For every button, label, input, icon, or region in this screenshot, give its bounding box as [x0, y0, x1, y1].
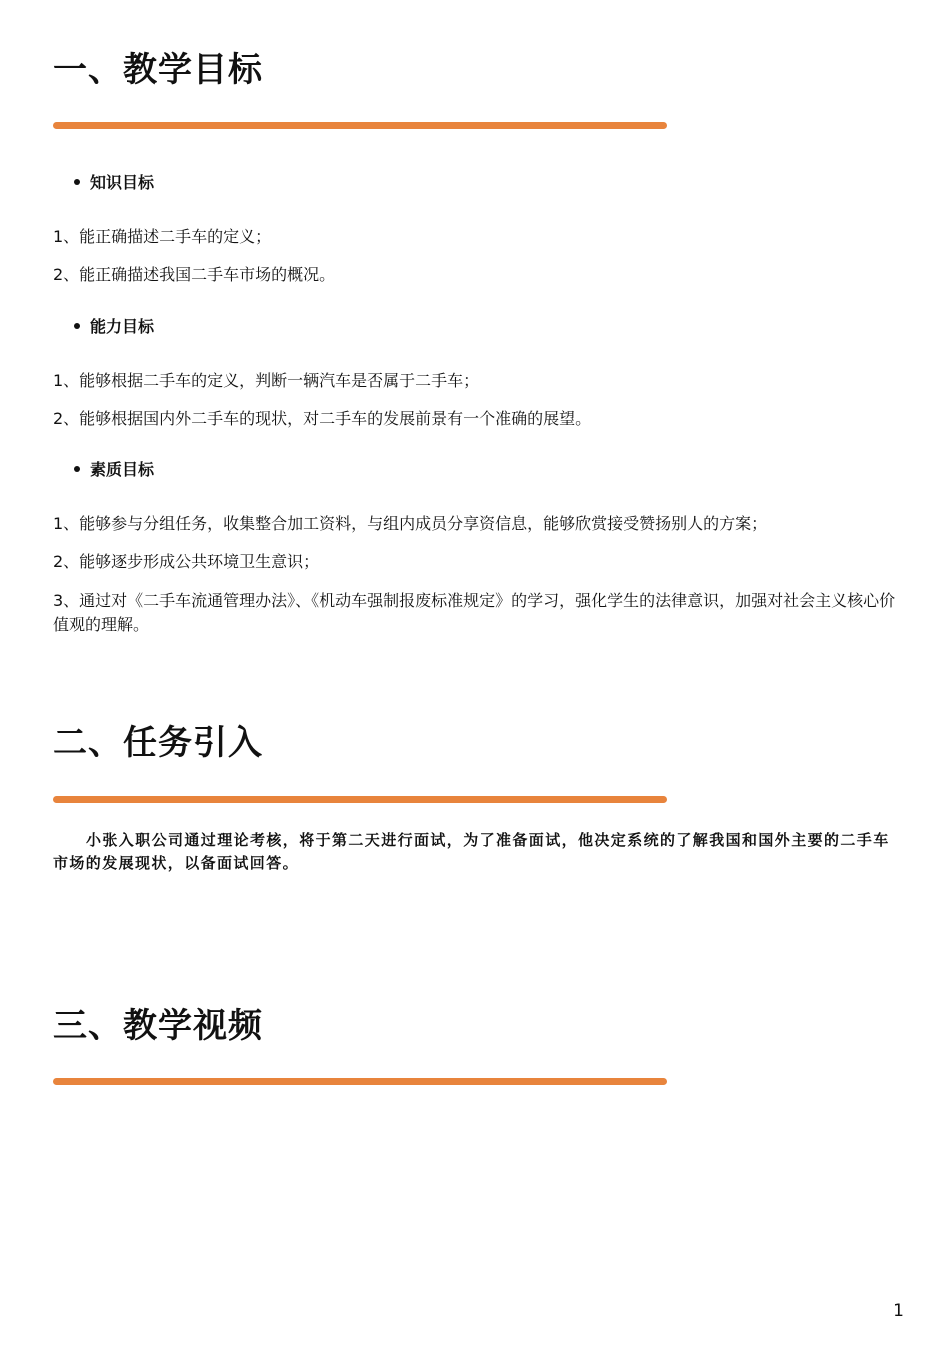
goal-line: 1、能够根据二手车的定义，判断一辆汽车是否属于二手车；	[53, 371, 480, 390]
bullet-knowledge	[74, 172, 154, 194]
section-divider	[53, 796, 667, 803]
bullet-label: 能力目标	[90, 317, 155, 336]
bullet-quality	[74, 459, 154, 481]
intro-paragraph: 小张入职公司通过理论考核，将于第二天进行面试，为了准备面试，他决定系统的了解我国和国外主要的二手车市场的发展现状，以备面试回答。	[53, 831, 890, 872]
bullet-dot-icon	[74, 179, 80, 185]
section-title-video: 三、教学视频	[53, 1006, 263, 1046]
goal-line: 1、能正确描述二手车的定义；	[53, 227, 272, 246]
section-title-goals: 一、教学目标	[53, 50, 263, 90]
bullet-label: 知识目标	[90, 173, 155, 192]
page-number: 1	[893, 1301, 904, 1321]
section-divider	[53, 122, 667, 129]
bullet-ability	[74, 316, 154, 338]
goal-line: 1、能够参与分组任务，收集整合加工资料，与组内成员分享资信息，能够欣赏接受赞扬别人的方案；	[53, 514, 768, 533]
bullet-dot-icon	[74, 466, 80, 472]
goal-line: 2、能够逐步形成公共环境卫生意识；	[53, 552, 320, 571]
bullet-label: 素质目标	[90, 460, 155, 479]
section-title-intro: 二、任务引入	[53, 723, 263, 763]
bullet-dot-icon	[74, 323, 80, 329]
goal-line: 2、能够根据国内外二手车的现状，对二手车的发展前景有一个准确的展望。	[53, 409, 592, 428]
section-divider	[53, 1078, 667, 1085]
goal-line: 2、能正确描述我国二手车市场的概况。	[53, 265, 336, 284]
goal-line: 3、通过对《二手车流通管理办法》、《机动车强制报废标准规定》的学习，强化学生的法律意识，加强对社会主义核心价值观的理解。	[53, 591, 896, 634]
